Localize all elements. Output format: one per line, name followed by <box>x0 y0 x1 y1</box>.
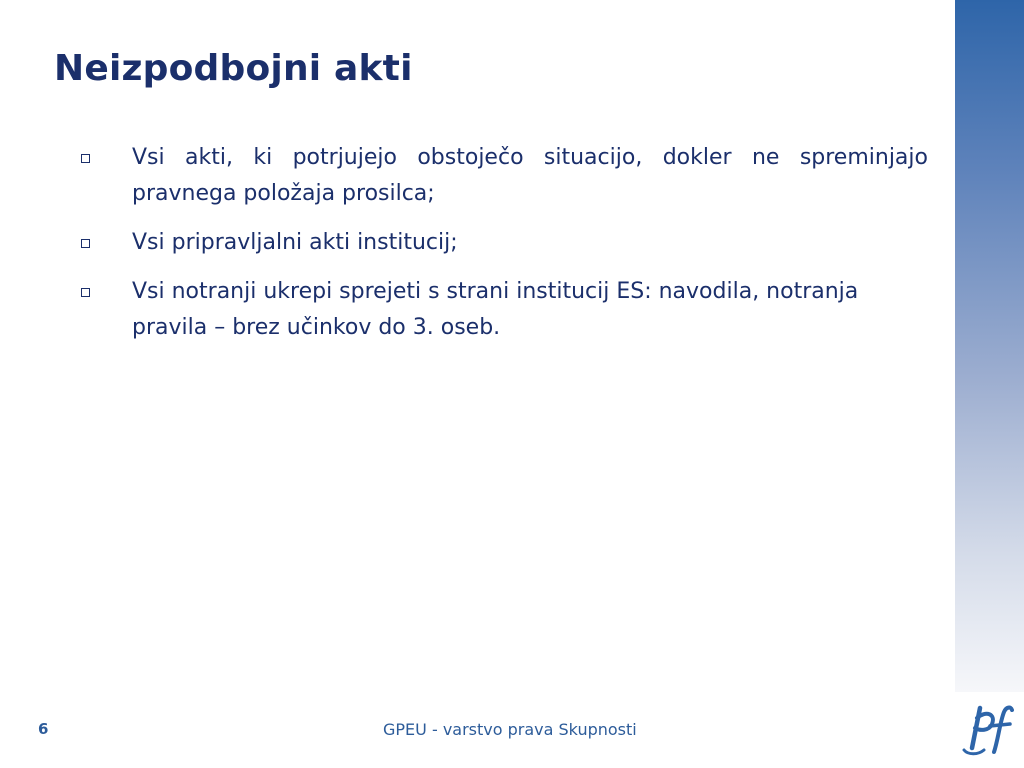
bullet-text: Vsi pripravljalni akti institucij; <box>132 230 458 255</box>
square-bullet-icon <box>81 154 90 163</box>
square-bullet-icon <box>81 288 90 297</box>
bullet-item <box>78 274 928 346</box>
bullet-text: Vsi notranji ukrepi sprejeti s strani institucij ES: navodila, notranja pravila – brez učinkov do 3. oseb. <box>132 279 859 340</box>
bullet-item <box>78 225 928 261</box>
square-bullet-icon <box>81 239 90 248</box>
bullet-list <box>78 140 928 359</box>
bullet-item <box>78 140 928 212</box>
page-number: 6 <box>38 720 49 738</box>
footer-text: GPEU - varstvo prava Skupnosti <box>383 720 637 739</box>
decorative-side-band <box>955 0 1024 692</box>
pf-logo-icon <box>958 700 1014 758</box>
bullet-text: Vsi akti, ki potrjujejo obstoječo situacijo, dokler ne spreminjajo pravnega položaja prosilca; <box>132 145 928 206</box>
slide-title: Neizpodbojni akti <box>54 48 413 89</box>
